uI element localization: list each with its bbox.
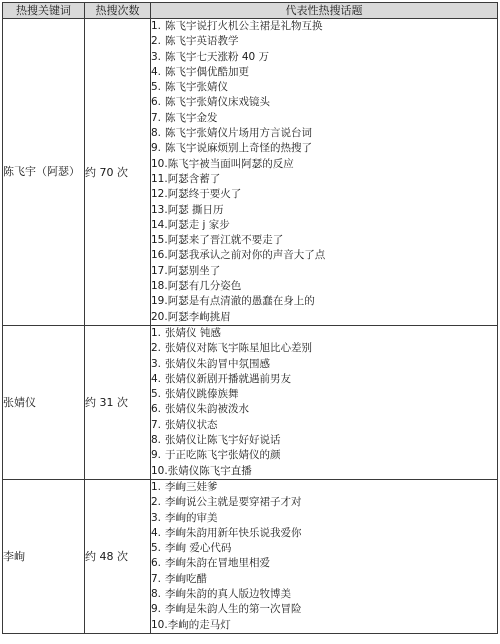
topic-text: 李峋吃醋 — [165, 572, 207, 585]
count-cell: 约 48 次 — [85, 479, 151, 633]
keyword-cell: 张婧仪 — [3, 325, 85, 479]
topic-item — [151, 111, 497, 126]
topic-number: 19. — [151, 295, 168, 308]
topic-number: 2. — [151, 342, 162, 355]
topic-item — [151, 187, 497, 202]
topic-item — [151, 294, 497, 309]
topic-text: 陈飞宇英语教学 — [165, 35, 239, 48]
topic-list — [151, 480, 497, 633]
topic-number: 14. — [151, 218, 168, 231]
topic-item — [151, 572, 497, 587]
topic-text: 张婧仪新剧开播就遇前男友 — [165, 372, 291, 385]
count-cell: 约 31 次 — [85, 325, 151, 479]
topic-text: 李峋朱韵用新年快乐说我爱你 — [165, 526, 302, 539]
keyword-cell: 李峋 — [3, 479, 85, 633]
topic-text: 张婧仪跳傣族舞 — [165, 388, 239, 401]
topic-item — [151, 372, 497, 387]
topic-item — [151, 95, 497, 110]
topic-item — [151, 526, 497, 541]
topic-number: 20. — [151, 310, 168, 323]
topic-text: 于正吃陈飞宇张婧仪的颜 — [165, 449, 281, 462]
topic-text: 阿瑟来了晋江就不要走了 — [167, 234, 284, 247]
header-keyword: 热搜关键词 — [3, 3, 85, 19]
topic-text: 李峋的走马灯 — [167, 618, 231, 631]
topic-text: 阿瑟 撕日历 — [167, 203, 224, 216]
topic-text: 陈飞宇说麻烦别上奇怪的热搜了 — [165, 142, 312, 155]
topic-item — [151, 218, 497, 233]
topic-text: 陈飞宇金发 — [165, 111, 218, 124]
topic-text: 张婧仪朱韵冒中氛围感 — [165, 357, 270, 370]
topic-text: 李峋三娃爹 — [165, 480, 218, 493]
topic-number: 2. — [151, 496, 162, 509]
topic-text: 李峋朱韵在冒地里相爱 — [165, 557, 270, 570]
topic-number: 4. — [151, 526, 162, 539]
topic-text: 陈飞宇张婧仪 — [165, 81, 228, 94]
topic-text: 阿瑟别坐了 — [167, 264, 221, 277]
topic-number: 10. — [151, 618, 168, 631]
topic-text: 李峋是朱韵人生的第一次冒险 — [165, 603, 302, 616]
topic-text: 陈飞宇张婧仪床戏镜头 — [165, 96, 270, 109]
topics-cell — [151, 325, 498, 479]
topic-item — [151, 448, 497, 463]
topic-number: 17. — [151, 264, 168, 277]
topic-text: 张婧仪状态 — [165, 418, 218, 431]
topic-list — [151, 19, 497, 325]
topic-text: 陈飞宇七天涨粉 40 万 — [165, 50, 270, 63]
topic-text: 陈飞宇偶优酷加更 — [165, 65, 249, 78]
topic-text: 陈飞宇说打火机公主裙是礼物互换 — [165, 20, 323, 32]
topic-item — [151, 357, 497, 372]
topic-number: 1. — [151, 480, 162, 493]
topic-number: 2. — [151, 35, 162, 48]
topic-text: 陈飞宇被当面叫阿瑟的反应 — [167, 157, 294, 170]
topic-item — [151, 387, 497, 402]
topic-item — [151, 341, 497, 356]
topic-number: 1. — [151, 20, 162, 32]
topic-number: 10. — [151, 157, 168, 170]
topic-number: 6. — [151, 403, 162, 416]
topic-number: 7. — [151, 418, 162, 431]
topic-item — [151, 65, 497, 80]
topic-text: 阿瑟是有点清澈的愚蠢在身上的 — [167, 295, 315, 308]
topic-text: 阿瑟李峋挑眉 — [167, 310, 231, 323]
topic-item — [151, 157, 497, 172]
topic-list — [151, 326, 497, 479]
topic-item — [151, 511, 497, 526]
keyword-cell: 陈飞宇（阿瑟） — [3, 19, 85, 326]
topic-number: 4. — [151, 372, 162, 385]
table-row — [3, 325, 498, 479]
topic-number: 12. — [151, 188, 168, 201]
table-row — [3, 479, 498, 633]
topic-number: 6. — [151, 557, 162, 570]
topic-item — [151, 541, 497, 556]
header-row — [3, 3, 498, 19]
topic-number: 5. — [151, 388, 162, 401]
topic-item — [151, 141, 497, 156]
topic-number: 3. — [151, 511, 162, 524]
hot-search-table — [2, 2, 498, 634]
topic-number: 1. — [151, 326, 162, 339]
topic-number: 6. — [151, 96, 162, 109]
topic-item — [151, 433, 497, 448]
topic-number: 8. — [151, 434, 162, 447]
topic-text: 张婧仪陈飞宇直播 — [167, 464, 252, 477]
topic-item — [151, 587, 497, 602]
topic-number: 15. — [151, 234, 168, 247]
topic-text: 张婧仪让陈飞宇好好说话 — [165, 434, 281, 447]
topic-item — [151, 172, 497, 187]
topic-number: 3. — [151, 357, 162, 370]
topic-item — [151, 480, 497, 495]
topic-text: 张婧仪 钝感 — [165, 326, 221, 339]
topic-item — [151, 326, 497, 341]
topic-item — [151, 402, 497, 417]
topic-item — [151, 80, 497, 95]
topic-number: 9. — [151, 603, 162, 616]
topic-text: 阿瑟终于要火了 — [167, 188, 242, 201]
table-row — [3, 19, 498, 326]
topic-number: 5. — [151, 542, 162, 555]
topic-item — [151, 310, 497, 325]
topic-item — [151, 618, 497, 633]
count-cell: 约 70 次 — [85, 19, 151, 326]
topic-item — [151, 279, 497, 294]
topic-text: 李峋 爱心代码 — [165, 542, 232, 555]
topic-text: 李峋的审美 — [165, 511, 218, 524]
topic-item — [151, 264, 497, 279]
topic-number: 7. — [151, 572, 162, 585]
topic-item — [151, 248, 497, 263]
header-count: 热搜次数 — [85, 3, 151, 19]
topics-cell — [151, 19, 498, 326]
topic-number: 13. — [151, 203, 168, 216]
topic-text: 李峋说公主就是要穿裙子才对 — [165, 496, 302, 509]
topic-number: 18. — [151, 280, 168, 293]
topics-cell — [151, 479, 498, 633]
topic-number: 16. — [151, 249, 168, 262]
topic-number: 11. — [151, 172, 168, 185]
topic-item — [151, 418, 497, 433]
topic-item — [151, 126, 497, 141]
topic-number: 9. — [151, 142, 162, 155]
topic-text: 阿瑟有几分姿色 — [167, 280, 242, 293]
topic-number: 8. — [151, 587, 162, 600]
header-topics: 代表性热搜话题 — [151, 3, 498, 19]
topic-number: 7. — [151, 111, 162, 124]
topic-text: 阿瑟我承认之前对你的声音大了点 — [167, 249, 326, 262]
topic-item — [151, 602, 497, 617]
topic-item — [151, 34, 497, 49]
topic-text: 李峋朱韵的真人版边牧博美 — [165, 587, 291, 600]
topic-number: 10. — [151, 464, 168, 477]
topic-text: 张婧仪对陈飞宇陈星旭比心差别 — [165, 342, 312, 355]
topic-number: 4. — [151, 65, 162, 78]
topic-number: 5. — [151, 81, 162, 94]
topic-item — [151, 50, 497, 65]
topic-item — [151, 464, 497, 479]
topic-text: 阿瑟走 j 家步 — [167, 218, 230, 231]
topic-number: 8. — [151, 127, 162, 140]
topic-text: 陈飞宇张婧仪片场用方言说台词 — [165, 127, 312, 140]
topic-number: 3. — [151, 50, 162, 63]
topic-item — [151, 203, 497, 218]
topic-item — [151, 495, 497, 510]
topic-text: 张婧仪朱韵被泼水 — [165, 403, 249, 416]
topic-number: 9. — [151, 449, 162, 462]
topic-item — [151, 233, 497, 248]
topic-text: 阿瑟含蓄了 — [167, 172, 221, 185]
topic-item — [151, 556, 497, 571]
topic-item — [151, 19, 497, 34]
